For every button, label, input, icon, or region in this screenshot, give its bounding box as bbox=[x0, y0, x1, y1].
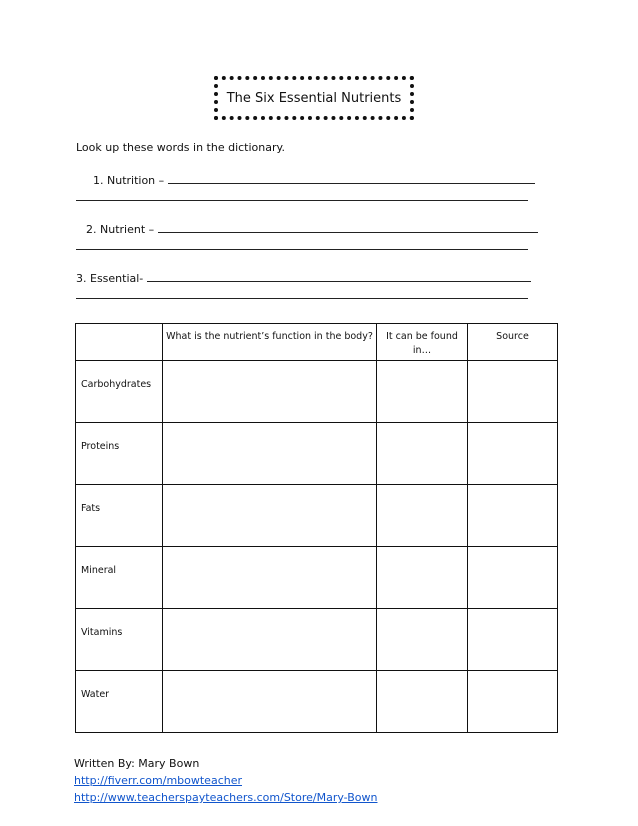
header-blank bbox=[76, 324, 163, 361]
row-label: Water bbox=[76, 671, 163, 733]
table-row bbox=[76, 547, 558, 609]
source-cell[interactable] bbox=[468, 671, 558, 733]
page-title: The Six Essential Nutrients bbox=[226, 90, 402, 106]
header-source: Source bbox=[468, 324, 558, 361]
nutrients-table bbox=[75, 323, 558, 733]
definition-label: 2. Nutrient – bbox=[86, 223, 155, 236]
function-cell[interactable] bbox=[163, 609, 377, 671]
answer-line bbox=[168, 182, 535, 184]
row-label: Carbohydrates bbox=[76, 361, 163, 423]
definition-essential bbox=[76, 272, 531, 285]
row-label: Mineral bbox=[76, 547, 163, 609]
answer-line bbox=[76, 249, 528, 250]
row-label: Vitamins bbox=[76, 609, 163, 671]
found-in-cell[interactable] bbox=[377, 609, 468, 671]
row-label: Fats bbox=[76, 485, 163, 547]
table-row bbox=[76, 609, 558, 671]
found-in-cell[interactable] bbox=[377, 547, 468, 609]
function-cell[interactable] bbox=[163, 671, 377, 733]
table-row bbox=[76, 485, 558, 547]
found-in-cell[interactable] bbox=[377, 361, 468, 423]
function-cell[interactable] bbox=[163, 547, 377, 609]
definition-nutrition bbox=[93, 174, 535, 187]
table-row bbox=[76, 423, 558, 485]
table-header-row bbox=[76, 324, 558, 361]
answer-line bbox=[76, 298, 528, 299]
found-in-cell[interactable] bbox=[377, 485, 468, 547]
footer bbox=[74, 755, 378, 806]
answer-line bbox=[76, 200, 528, 201]
source-cell[interactable] bbox=[468, 423, 558, 485]
source-cell[interactable] bbox=[468, 547, 558, 609]
function-cell[interactable] bbox=[163, 361, 377, 423]
definition-nutrient bbox=[86, 223, 538, 236]
definition-label: 3. Essential- bbox=[76, 272, 144, 285]
answer-line bbox=[158, 231, 538, 233]
row-label: Proteins bbox=[76, 423, 163, 485]
found-in-cell[interactable] bbox=[377, 671, 468, 733]
header-function: What is the nutrient’s function in the body? bbox=[163, 324, 377, 361]
title-box bbox=[214, 76, 414, 120]
table-row bbox=[76, 361, 558, 423]
instruction-text: Look up these words in the dictionary. bbox=[76, 141, 285, 154]
author-credit: Written By: Mary Bown bbox=[74, 757, 200, 770]
source-cell[interactable] bbox=[468, 361, 558, 423]
definition-label: 1. Nutrition – bbox=[93, 174, 165, 187]
function-cell[interactable] bbox=[163, 423, 377, 485]
fiverr-link[interactable]: http://fiverr.com/mbowteacher bbox=[74, 774, 242, 787]
source-cell[interactable] bbox=[468, 609, 558, 671]
found-in-cell[interactable] bbox=[377, 423, 468, 485]
header-found-in: It can be found in… bbox=[377, 324, 468, 361]
function-cell[interactable] bbox=[163, 485, 377, 547]
source-cell[interactable] bbox=[468, 485, 558, 547]
table-row bbox=[76, 671, 558, 733]
answer-line bbox=[147, 280, 531, 282]
tpt-store-link[interactable]: http://www.teacherspayteachers.com/Store/Mary-Bown bbox=[74, 791, 378, 804]
